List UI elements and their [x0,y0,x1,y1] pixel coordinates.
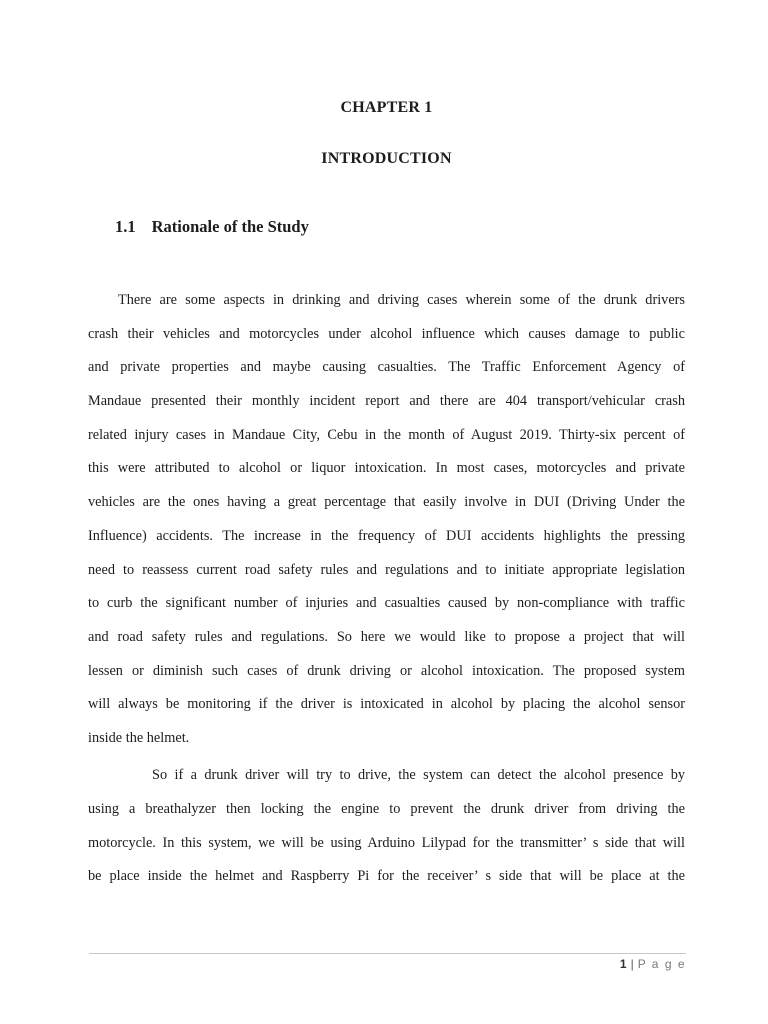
paragraph [88,759,685,894]
section-title: Rationale of the Study [151,217,309,236]
body-line: will always be monitoring if the driver is intoxicated in alcohol by placing the alcohol sensor [88,696,685,713]
paragraph [88,284,685,756]
body-line: So if a drunk driver will try to drive, the system can detect the alcohol presence by [152,767,685,784]
body-line: need to reassess current road safety rules and regulations and to initiate appropriate legislation [88,561,685,578]
body-line: this were attributed to alcohol or liquor intoxication. In most cases, motorcycles and private [88,460,685,477]
body-line: crash their vehicles and motorcycles under alcohol influence which causes damage to public [88,325,685,342]
body-line: vehicles are the ones having a great percentage that easily involve in DUI (Driving Under the [88,494,685,511]
page-footer [89,957,686,971]
section-number: 1.1 [115,217,136,236]
body-line: inside the helmet. [88,729,190,746]
body-line: and private properties and maybe causing casualties. The Traffic Enforcement Agency of [88,359,685,376]
section-heading [115,217,309,237]
body-line: using a breathalyzer then locking the engine to prevent the drunk driver from driving the [88,800,685,817]
body-line: Influence) accidents. The increase in the frequency of DUI accidents highlights the pressing [88,527,685,544]
body-line: related injury cases in Mandaue City, Cebu in the month of August 2019. Thirty-six percent of [88,426,685,443]
footer-separator: | [630,957,634,971]
body-line: and road safety rules and regulations. So here we would like to propose a project that will [88,628,685,645]
body-line: be place inside the helmet and Raspberry Pi for the receiver’ s side that will be place at the [88,868,685,885]
body-line: lessen or diminish such cases of drunk driving or alcohol intoxication. The proposed system [88,662,685,679]
body-line: There are some aspects in drinking and driving cases wherein some of the drunk drivers [118,292,685,308]
body-line: Mandaue presented their monthly incident report and there are 404 transport/vehicular crash [88,393,685,410]
intro-heading: INTRODUCTION [321,150,452,167]
body-text [88,284,685,894]
body-line: motorcycle. In this system, we will be using Arduino Lilypad for the transmitter’ s side that will [88,834,685,851]
body-line: to curb the significant number of injuries and casualties caused by non-compliance with traffic [88,595,685,612]
footer-page-label: P a g e [637,957,686,971]
footer-page-number: 1 [619,957,627,971]
chapter-heading: CHAPTER 1 [340,99,433,116]
footer-rule [89,953,686,954]
